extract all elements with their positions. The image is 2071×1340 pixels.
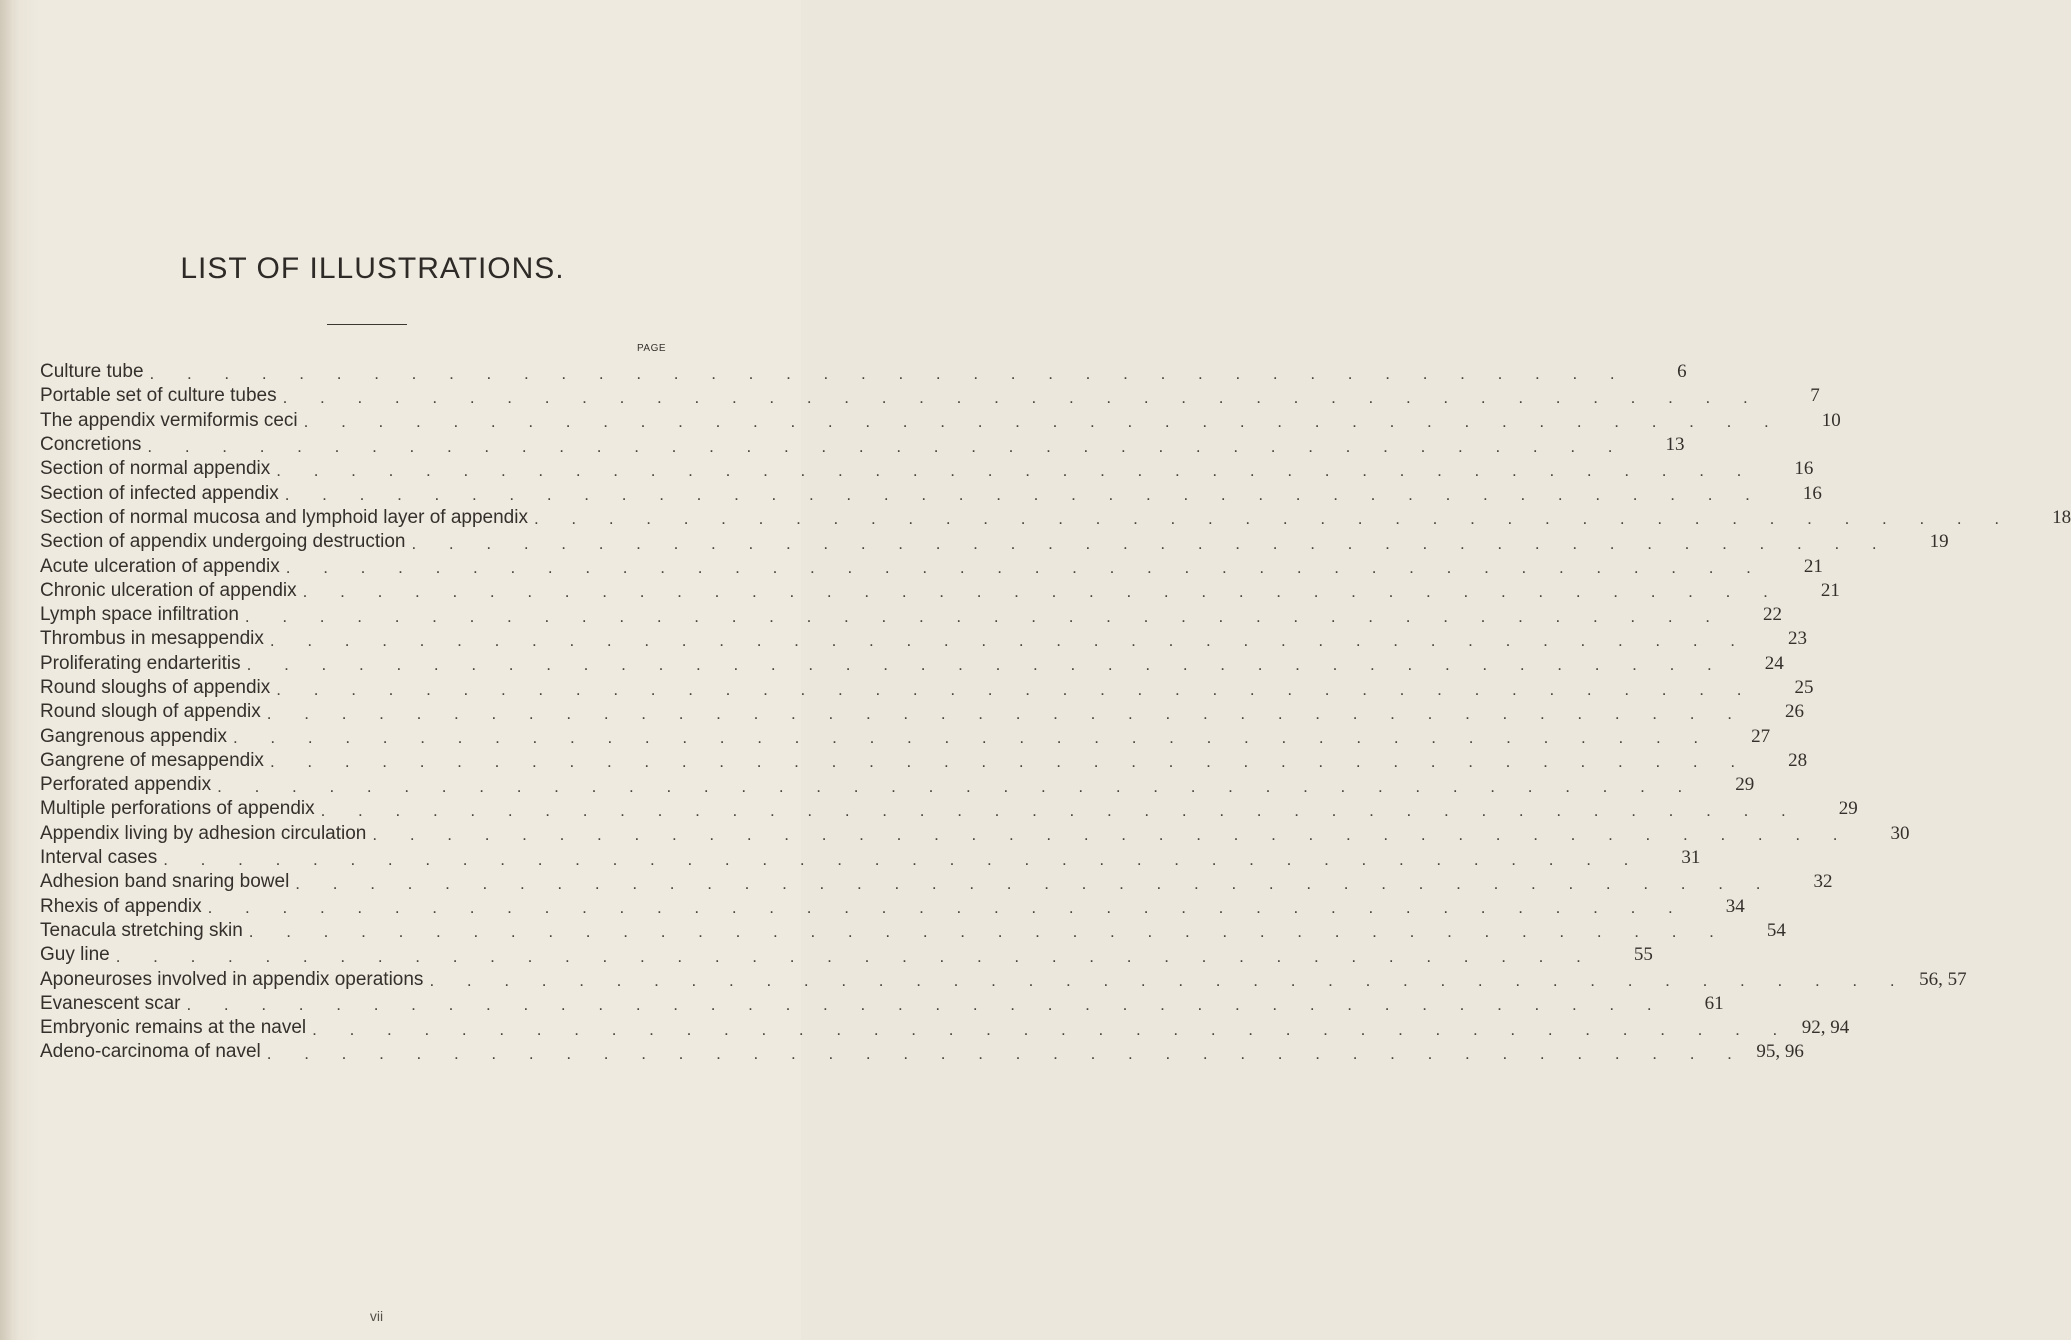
list-item bbox=[40, 384, 1820, 408]
list-item bbox=[40, 481, 1822, 505]
dot-leader: . . . . . . . . . . . . . . . . . . . . . . . . . . . . . . . . . . . . . . . . bbox=[276, 460, 1756, 480]
page-folio: vii bbox=[369, 1308, 384, 1324]
illustration-title: Multiple perforations of appendix bbox=[40, 798, 315, 820]
page-number: 10 bbox=[1821, 409, 1841, 431]
list-item bbox=[40, 724, 1771, 748]
page-number: 30 bbox=[1890, 822, 1910, 844]
list-item bbox=[40, 797, 1858, 821]
page-number: 16 bbox=[1794, 458, 1814, 480]
dot-leader: . . . . . . . . . . . . . . . . . . . . . . . . . . . . . . . . . . . . . . . . bbox=[149, 363, 1629, 383]
list-item bbox=[40, 457, 1814, 481]
page-number: 56, 57 bbox=[1919, 968, 1967, 990]
illustration-title: Portable set of culture tubes bbox=[40, 385, 277, 407]
illustration-title: Appendix living by adhesion circulation bbox=[40, 822, 367, 844]
illustration-title: Evanescent scar bbox=[40, 992, 181, 1014]
dot-leader: . . . . . . . . . . . . . . . . . . . . . . . . . . . . . . . . . . . . . . . . bbox=[147, 436, 1627, 456]
illustration-title: Thrombus in mesappendix bbox=[40, 628, 264, 650]
page-gutter-shadow bbox=[0, 0, 14, 1340]
list-item bbox=[40, 409, 1841, 433]
dot-leader: . . . . . . . . . . . . . . . . . . . . . . . . . . . . . . . . . . . . . . . . bbox=[429, 971, 1909, 991]
dot-leader: . . . . . . . . . . . . . . . . . . . . . . . . . . . . . . . . . . . . . . . . bbox=[282, 387, 1762, 407]
list-item bbox=[40, 554, 1823, 578]
dot-leader: . . . . . . . . . . . . . . . . . . . . . . . . . . . . . . . . . . . . . . . . bbox=[266, 703, 1746, 723]
list-item bbox=[40, 433, 1685, 457]
dot-leader: . . . . . . . . . . . . . . . . . . . . . . . . . . . . . . . . . . . . . . . . bbox=[207, 898, 1687, 918]
dot-leader: . . . . . . . . . . . . . . . . . . . . . . . . . . . . . . . . . . . . . . . . bbox=[246, 655, 1726, 675]
illustration-title: Culture tube bbox=[40, 361, 144, 383]
illustration-title: Perforated appendix bbox=[40, 774, 212, 796]
dot-leader: . . . . . . . . . . . . . . . . . . . . . . . . . . . . . . . . . . . . . . . . bbox=[266, 1043, 1746, 1063]
list-item bbox=[40, 1040, 1804, 1064]
illustration-title: The appendix vermiformis ceci bbox=[40, 409, 298, 431]
page-number: 95, 96 bbox=[1756, 1041, 1804, 1063]
dot-leader: . . . . . . . . . . . . . . . . . . . . . . . . . . . . . . . . . . . . . . . . bbox=[284, 485, 1764, 505]
list-item bbox=[40, 579, 1840, 603]
list-item bbox=[40, 676, 1814, 700]
dot-leader: . . . . . . . . . . . . . . . . . . . . . . . . . . . . . . . . . . . . . . . . bbox=[295, 873, 1775, 893]
page-number: 32 bbox=[1813, 871, 1833, 893]
list-item bbox=[40, 943, 1653, 967]
illustration-title: Rhexis of appendix bbox=[40, 895, 202, 917]
page-number: 27 bbox=[1751, 725, 1771, 747]
illustration-title: Chronic ulceration of appendix bbox=[40, 579, 297, 601]
page-number: 28 bbox=[1788, 749, 1808, 771]
page-number: 21 bbox=[1820, 579, 1840, 601]
list-item bbox=[40, 530, 1949, 554]
list-item bbox=[40, 870, 1833, 894]
illustration-title: Round sloughs of appendix bbox=[40, 677, 271, 698]
page-number: 16 bbox=[1802, 482, 1822, 504]
page-number: 54 bbox=[1766, 919, 1786, 941]
dot-leader: . . . . . . . . . . . . . . . . . . . . . . . . . . . . . . . . . . . . . . . . bbox=[163, 849, 1643, 869]
list-item bbox=[40, 992, 1724, 1016]
illustration-title: Embryonic remains at the navel bbox=[40, 1017, 307, 1039]
page-number: 19 bbox=[1929, 531, 1949, 553]
page-number: 29 bbox=[1735, 774, 1755, 796]
page-number: 29 bbox=[1838, 798, 1858, 820]
illustration-title: Section of normal appendix bbox=[40, 458, 271, 480]
page-number: 92, 94 bbox=[1801, 1017, 1850, 1039]
page-number: 26 bbox=[1784, 701, 1804, 723]
page-number: 25 bbox=[1794, 677, 1814, 698]
dot-leader: . . . . . . . . . . . . . . . . . . . . . . . . . . . . . . . . . . . . . . . . bbox=[312, 1019, 1792, 1039]
dot-leader: . . . . . . . . . . . . . . . . . . . . . . . . . . . . . . . . . . . . . . . . bbox=[533, 509, 2014, 529]
dot-leader: . . . . . . . . . . . . . . . . . . . . . . . . . . . . . . . . . . . . . . . . bbox=[276, 679, 1756, 699]
page-number: 21 bbox=[1803, 555, 1823, 577]
page-title: LIST OF ILLUSTRATIONS. bbox=[180, 252, 565, 285]
list-item bbox=[40, 822, 1910, 846]
list-item bbox=[40, 603, 1783, 627]
illustration-title: Round slough of appendix bbox=[40, 701, 261, 723]
dot-leader: . . . . . . . . . . . . . . . . . . . . . . . . . . . . . . . . . . . . . . . . bbox=[269, 630, 1750, 650]
illustration-title: Tenacula stretching skin bbox=[40, 919, 243, 941]
dot-leader: . . . . . . . . . . . . . . . . . . . . . . . . . . . . . . . . . . . . . . . . bbox=[232, 728, 1713, 748]
dot-leader: . . . . . . . . . . . . . . . . . . . . . . . . . . . . . . . . . . . . . . . . bbox=[411, 533, 1891, 553]
illustration-title: Acute ulceration of appendix bbox=[40, 555, 280, 577]
list-item bbox=[40, 773, 1755, 797]
page-number: 34 bbox=[1725, 895, 1745, 917]
illustration-title: Interval cases bbox=[40, 847, 158, 869]
illustrations-list bbox=[40, 360, 2071, 1065]
list-item bbox=[40, 749, 1808, 773]
dot-leader: . . . . . . . . . . . . . . . . . . . . . . . . . . . . . . . . . . . . . . . . bbox=[372, 825, 1852, 845]
title-divider bbox=[327, 324, 407, 325]
list-item bbox=[40, 506, 2071, 530]
list-item bbox=[40, 627, 1808, 651]
list-item bbox=[40, 652, 1784, 676]
dot-leader: . . . . . . . . . . . . . . . . . . . . . . . . . . . . . . . . . . . . . . . . bbox=[303, 412, 1783, 432]
illustration-title: Aponeuroses involved in appendix operations bbox=[40, 968, 424, 990]
illustration-title: Concretions bbox=[40, 434, 142, 456]
page-number: 24 bbox=[1764, 652, 1784, 674]
list-item bbox=[40, 846, 1701, 870]
dot-leader: . . . . . . . . . . . . . . . . . . . . . . . . . . . . . . . . . . . . . . . . bbox=[186, 995, 1666, 1015]
illustration-title: Guy line bbox=[40, 944, 110, 966]
page-number: 7 bbox=[1810, 385, 1820, 407]
list-item bbox=[40, 1016, 1850, 1040]
illustration-title: Lymph space infiltration bbox=[40, 604, 239, 626]
illustration-title: Section of normal mucosa and lymphoid layer of appendix bbox=[40, 506, 528, 528]
illustration-title: Gangrenous appendix bbox=[40, 725, 227, 747]
dot-leader: . . . . . . . . . . . . . . . . . . . . . . . . . . . . . . . . . . . . . . . . bbox=[248, 922, 1728, 942]
list-item bbox=[40, 919, 1786, 943]
dot-leader: . . . . . . . . . . . . . . . . . . . . . . . . . . . . . . . . . . . . . . . . bbox=[285, 558, 1765, 578]
page-number: 61 bbox=[1704, 992, 1724, 1014]
list-item bbox=[40, 360, 1687, 384]
page-number: 13 bbox=[1665, 434, 1685, 456]
illustration-title: Section of infected appendix bbox=[40, 482, 279, 504]
dot-leader: . . . . . . . . . . . . . . . . . . . . . . . . . . . . . . . . . . . . . . . . bbox=[244, 606, 1725, 626]
list-item bbox=[40, 700, 1804, 724]
page-number: 31 bbox=[1681, 847, 1701, 869]
list-item bbox=[40, 967, 1967, 991]
dot-leader: . . . . . . . . . . . . . . . . . . . . . . . . . . . . . . . . . . . . . . . . bbox=[217, 776, 1697, 796]
list-item bbox=[40, 895, 1745, 919]
illustration-title: Section of appendix undergoing destruction bbox=[40, 531, 406, 553]
illustration-title: Adeno-carcinoma of navel bbox=[40, 1041, 261, 1063]
dot-leader: . . . . . . . . . . . . . . . . . . . . . . . . . . . . . . . . . . . . . . . . bbox=[302, 582, 1782, 602]
page-number: 55 bbox=[1633, 944, 1653, 966]
illustration-title: Adhesion band snaring bowel bbox=[40, 871, 290, 893]
dot-leader: . . . . . . . . . . . . . . . . . . . . . . . . . . . . . . . . . . . . . . . . bbox=[269, 752, 1750, 772]
page-number: 23 bbox=[1788, 628, 1808, 650]
dot-leader: . . . . . . . . . . . . . . . . . . . . . . . . . . . . . . . . . . . . . . . . bbox=[115, 946, 1595, 966]
page-number: 6 bbox=[1677, 361, 1687, 383]
page-column-label: PAGE bbox=[637, 343, 667, 354]
page-number: 22 bbox=[1763, 604, 1783, 626]
illustration-title: Proliferating endarteritis bbox=[40, 652, 241, 674]
dot-leader: . . . . . . . . . . . . . . . . . . . . . . . . . . . . . . . . . . . . . . . . bbox=[320, 800, 1800, 820]
illustration-title: Gangrene of mesappendix bbox=[40, 749, 264, 771]
page-number: 18 bbox=[2052, 506, 2071, 528]
